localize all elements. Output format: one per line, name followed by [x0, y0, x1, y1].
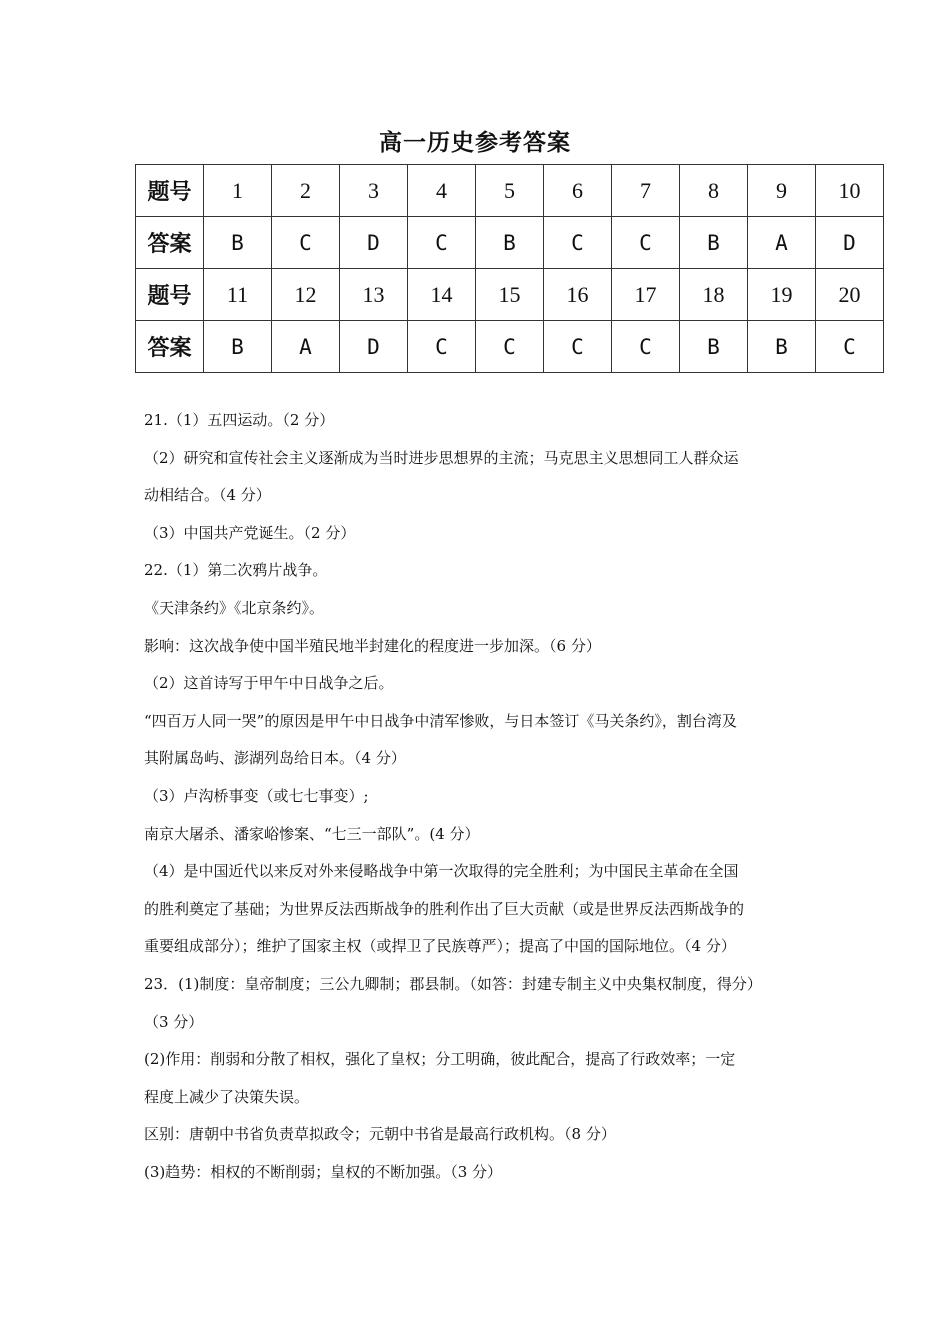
question-number-cell: 20	[816, 269, 884, 321]
answer-table	[135, 164, 884, 373]
row-header: 题号	[136, 165, 204, 217]
text-line: 区别：唐朝中书省负责草拟政令；元朝中书省是最高行政机构。（8 分）	[144, 1125, 616, 1144]
answer-cell: C	[272, 217, 340, 269]
answer-cell: C	[476, 321, 544, 373]
answer-cell: C	[816, 321, 884, 373]
question-number-cell: 5	[476, 165, 544, 217]
answer-cell: C	[408, 321, 476, 373]
row-header: 答案	[136, 217, 204, 269]
answer-cell: C	[612, 217, 680, 269]
question-number-cell: 16	[544, 269, 612, 321]
answer-explanations	[144, 402, 824, 1191]
question-number-cell: 3	[340, 165, 408, 217]
text-line: 重要组成部分）；维护了国家主权（或捍卫了民族尊严）；提高了中国的国际地位。（4 分）	[144, 937, 736, 956]
question-number-cell: 1	[204, 165, 272, 217]
table-row	[136, 165, 884, 217]
text-line: （2）这首诗写于甲午中日战争之后。	[144, 674, 394, 693]
question-number-cell: 15	[476, 269, 544, 321]
answer-cell: B	[680, 321, 748, 373]
text-line: （2）研究和宣传社会主义逐渐成为当时进步思想界的主流；马克思主义思想同工人群众运	[144, 448, 739, 467]
question-number-cell: 12	[272, 269, 340, 321]
answer-cell: B	[204, 321, 272, 373]
answer-cell: B	[748, 321, 816, 373]
table-row	[136, 321, 884, 373]
answer-cell: C	[408, 217, 476, 269]
text-line: （3）卢沟桥事变（或七七事变）;	[144, 786, 369, 805]
answer-cell: C	[544, 321, 612, 373]
answer-cell: B	[476, 217, 544, 269]
answer-cell: A	[748, 217, 816, 269]
text-line: (3)趋势：相权的不断削弱；皇权的不断加强。（3 分）	[144, 1162, 503, 1181]
answer-cell: D	[340, 321, 408, 373]
text-line: （3）中国共产党诞生。（2 分）	[144, 523, 356, 542]
text-line: 影响：这次战争使中国半殖民地半封建化的程度进一步加深。（6 分）	[144, 636, 601, 655]
table-row	[136, 217, 884, 269]
question-number-cell: 9	[748, 165, 816, 217]
question-number-cell: 14	[408, 269, 476, 321]
answer-cell: B	[680, 217, 748, 269]
question-number-cell: 8	[680, 165, 748, 217]
text-line: 《天津条约》《北京条约》。	[144, 598, 325, 617]
answer-cell: B	[204, 217, 272, 269]
row-header: 答案	[136, 321, 204, 373]
table-row	[136, 269, 884, 321]
answer-cell: D	[340, 217, 408, 269]
answer-cell: C	[612, 321, 680, 373]
question-number-cell: 17	[612, 269, 680, 321]
answer-cell: D	[816, 217, 884, 269]
text-line: 21.（1）五四运动。（2 分）	[144, 411, 335, 429]
question-number-cell: 11	[204, 269, 272, 321]
text-line: (2)作用：削弱和分散了相权，强化了皇权；分工明确，彼此配合，提高了行政效率；一定	[144, 1050, 736, 1069]
answer-cell: A	[272, 321, 340, 373]
question-number-cell: 4	[408, 165, 476, 217]
answer-table-body	[136, 165, 884, 373]
text-line: （3 分）	[144, 1012, 204, 1031]
text-line: 23．(1)制度：皇帝制度；三公九卿制；郡县制。（如答：封建专制主义中央集权制度，得分）	[144, 974, 762, 993]
question-number-cell: 18	[680, 269, 748, 321]
page-title: 高一历史参考答案	[379, 130, 571, 156]
text-line: 南京大屠杀、潘家峪惨案、“七三一部队”。(4 分）	[144, 824, 480, 843]
question-number-cell: 13	[340, 269, 408, 321]
text-line: 动相结合。（4 分）	[144, 486, 271, 505]
text-line: 其附属岛屿、澎湖列岛给日本。（4 分）	[144, 749, 406, 768]
question-number-cell: 6	[544, 165, 612, 217]
question-number-cell: 19	[748, 269, 816, 321]
question-number-cell: 10	[816, 165, 884, 217]
text-line: 程度上减少了决策失误。	[144, 1087, 310, 1106]
row-header: 题号	[136, 269, 204, 321]
text-line: （4）是中国近代以来反对外来侵略战争中第一次取得的完全胜利；为中国民主革命在全国	[144, 862, 739, 881]
text-line: “四百万人同一哭”的原因是甲午中日战争中清军惨败，与日本签订《马关条约》，割台湾及	[144, 711, 737, 730]
text-line: 的胜利奠定了基础；为世界反法西斯战争的胜利作出了巨大贡献（或是世界反法西斯战争的	[144, 899, 745, 918]
answer-cell: C	[544, 217, 612, 269]
question-number-cell: 2	[272, 165, 340, 217]
text-line: 22.（1）第二次鸦片战争。	[144, 561, 328, 580]
question-number-cell: 7	[612, 165, 680, 217]
